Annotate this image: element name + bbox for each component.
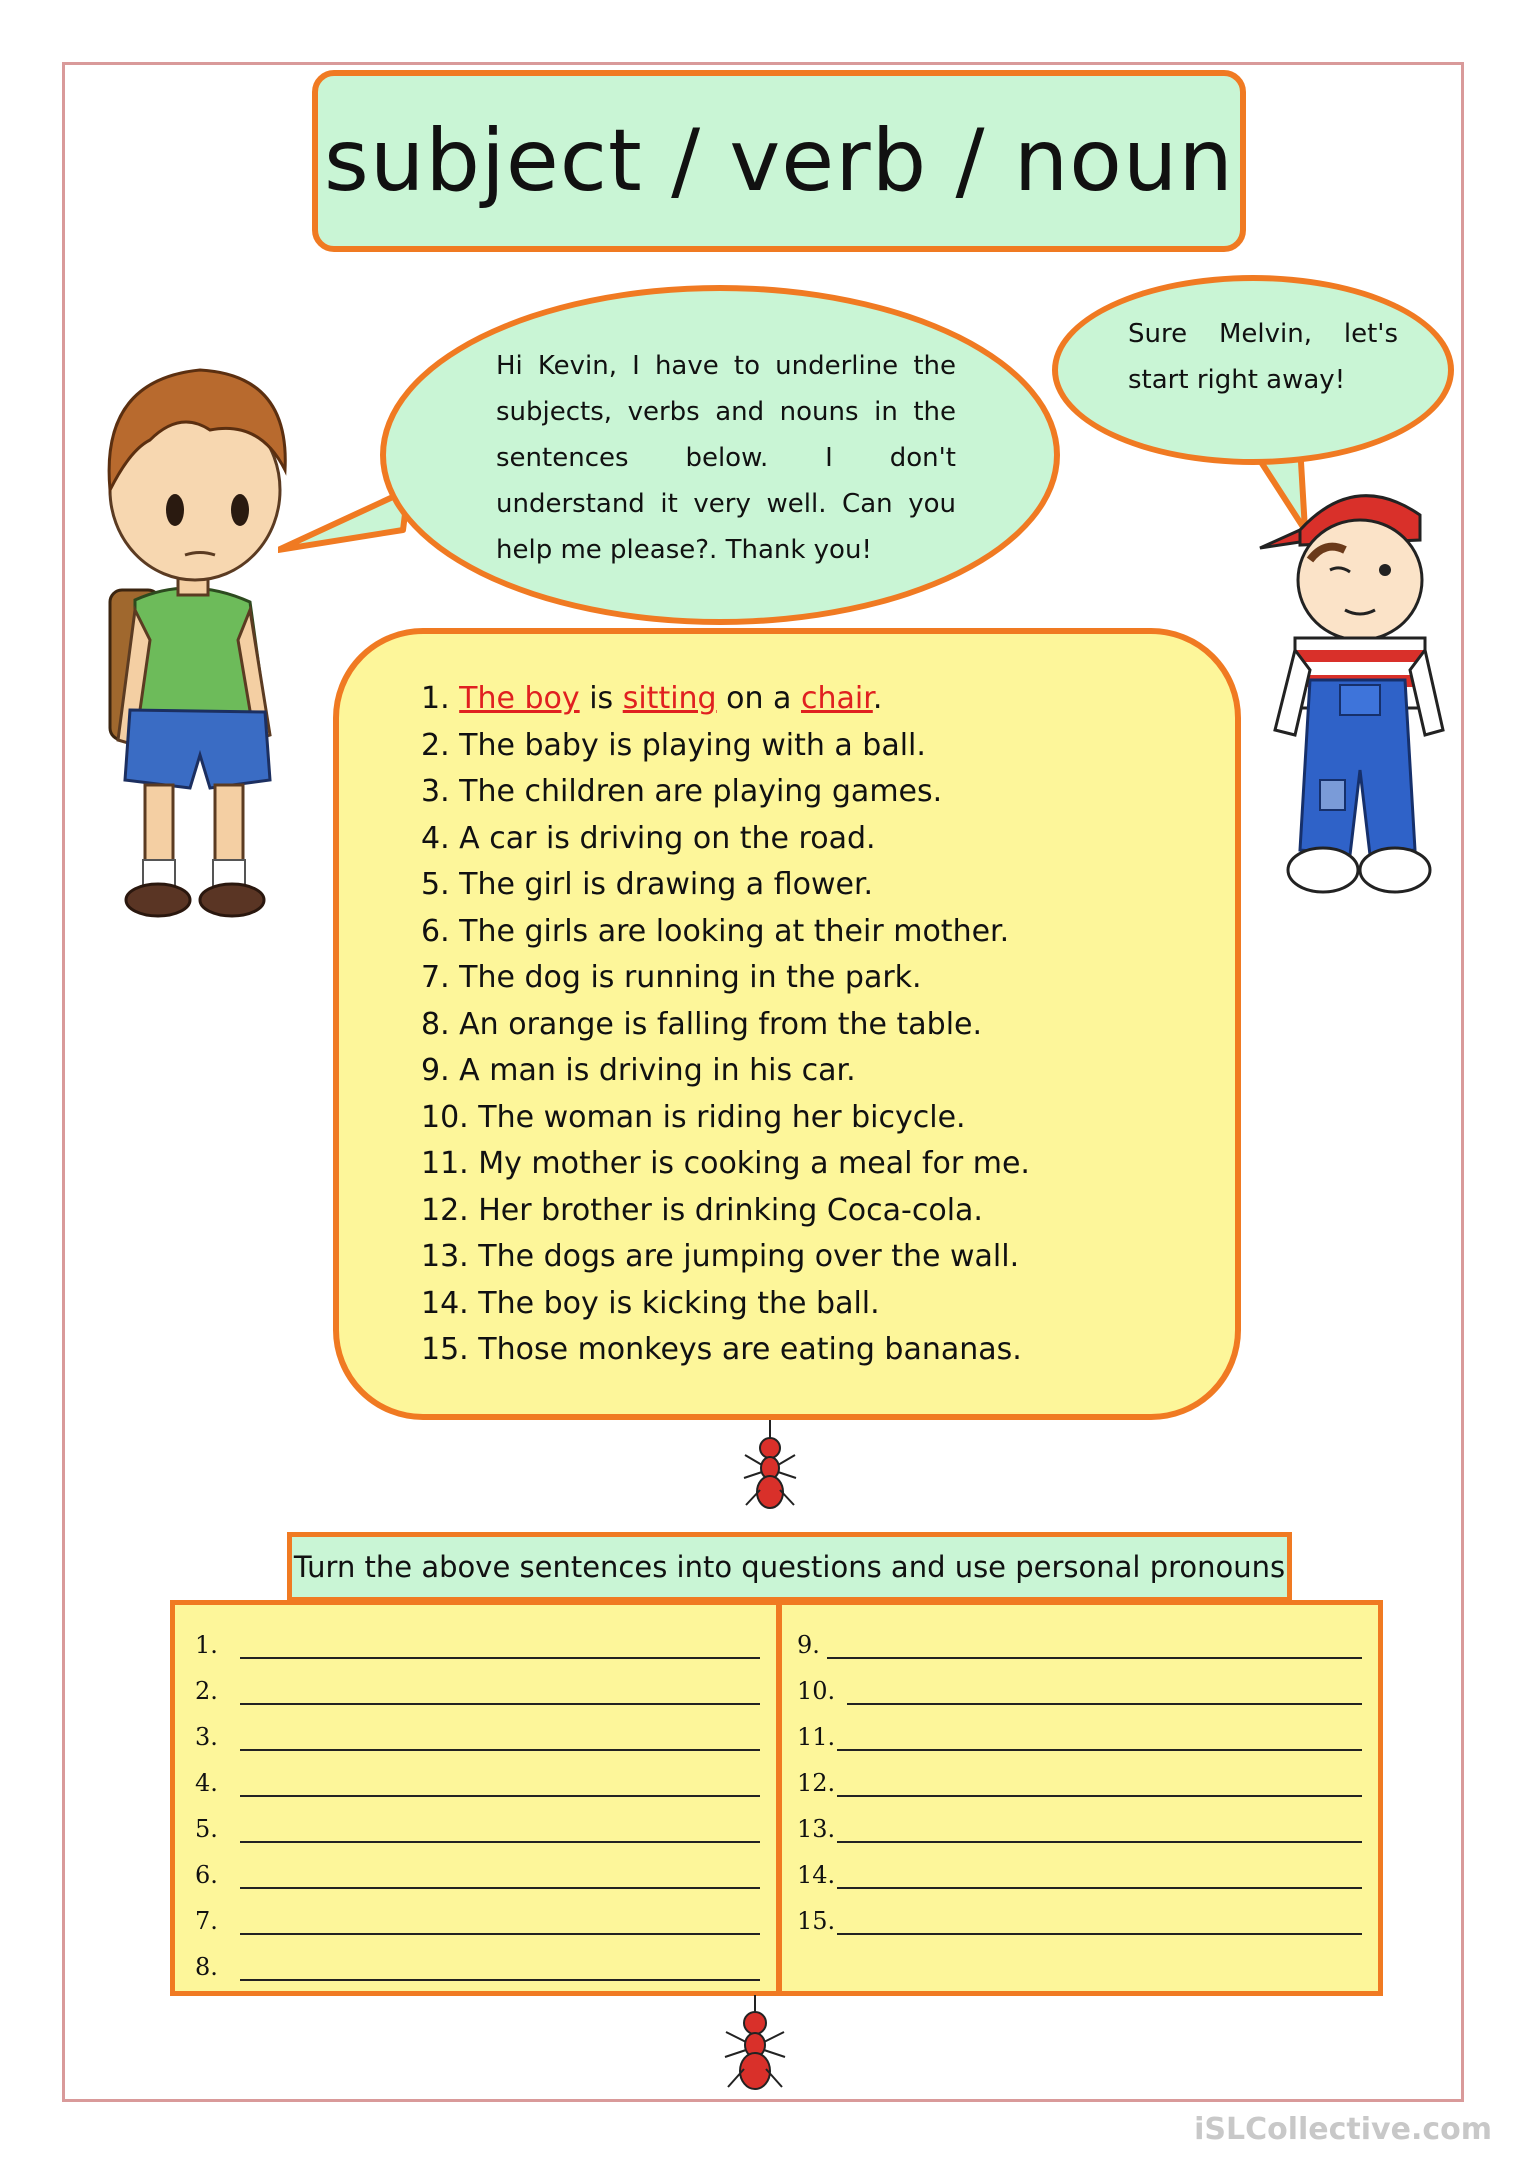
answer-number: 4. (195, 1769, 218, 1797)
answer-line[interactable] (240, 1979, 760, 1981)
sentence-item: 2. The baby is playing with a ball. (421, 727, 926, 763)
speech-bubble-right (1052, 275, 1454, 465)
title-box (312, 70, 1246, 252)
answer-row[interactable] (195, 1809, 760, 1849)
answer-line[interactable] (837, 1933, 1362, 1935)
sentence-item: 13. The dogs are jumping over the wall. (421, 1239, 1020, 1274)
answer-line[interactable] (837, 1841, 1362, 1843)
sentence-item: 15. Those monkeys are eating bananas. (421, 1332, 1022, 1367)
sentence-item: 7. The dog is running in the park. (421, 960, 922, 995)
example-verb: sitting (622, 681, 717, 716)
example-subject: The boy (459, 681, 580, 716)
answer-number: 3. (195, 1723, 218, 1751)
answer-number: 10. (797, 1677, 836, 1705)
page-title: subject / verb / noun (324, 111, 1234, 211)
answer-number: 12. (797, 1769, 836, 1797)
answer-row[interactable] (195, 1855, 760, 1895)
speech-text-left: Hi Kevin, I have to underline the subjects, verbs and nouns in the sentences below. I don't understand it very well. Can you help me please?. Thank you! (496, 351, 956, 565)
answer-row[interactable] (797, 1809, 1362, 1849)
answer-row[interactable] (797, 1901, 1362, 1941)
answer-row[interactable] (195, 1625, 760, 1665)
example-sentence (421, 676, 1030, 723)
answer-row[interactable] (195, 1901, 760, 1941)
speech-bubble-left (380, 285, 1060, 625)
sentence-item: 4. A car is driving on the road. (421, 820, 876, 856)
answer-number: 9. (797, 1631, 820, 1659)
answer-number: 15. (797, 1907, 836, 1935)
instruction-banner (287, 1532, 1292, 1602)
answer-row[interactable] (797, 1717, 1362, 1757)
sentence-item: 14. The boy is kicking the ball. (421, 1285, 880, 1321)
answer-line[interactable] (837, 1795, 1362, 1797)
answer-line[interactable] (240, 1749, 760, 1751)
answer-line[interactable] (240, 1933, 760, 1935)
boy-character-right (1255, 470, 1455, 930)
sentence-list (421, 676, 1030, 1374)
answer-line[interactable] (240, 1887, 760, 1889)
example-word: is (589, 681, 614, 716)
answer-row[interactable] (195, 1947, 760, 1987)
ant-icon (740, 1420, 800, 1515)
answer-line[interactable] (827, 1657, 1362, 1659)
answer-row[interactable] (797, 1625, 1362, 1665)
ant-icon (720, 1995, 790, 2095)
answer-number: 6. (195, 1861, 218, 1889)
speech-text-right: Sure Melvin, let's start right away! (1128, 319, 1398, 395)
example-noun: chair (801, 681, 873, 716)
answer-row[interactable] (195, 1763, 760, 1803)
sentence-item: 3. The children are playing games. (421, 774, 943, 809)
answer-row[interactable] (797, 1671, 1362, 1711)
answer-row[interactable] (797, 1763, 1362, 1803)
column-divider (776, 1605, 782, 1991)
sentence-item: 6. The girls are looking at their mother. (421, 913, 1010, 949)
answer-line[interactable] (240, 1657, 760, 1659)
answer-line[interactable] (847, 1703, 1362, 1705)
answer-line[interactable] (837, 1887, 1362, 1889)
answer-lines-box (170, 1600, 1383, 1996)
example-number: 1. (421, 681, 450, 716)
sentence-item: 8. An orange is falling from the table. (421, 1006, 983, 1042)
example-end: . (872, 681, 883, 716)
watermark: iSLCollective.com (1194, 2112, 1492, 2147)
answer-line[interactable] (837, 1749, 1362, 1751)
answer-number: 7. (195, 1907, 218, 1935)
sentence-item: 9. A man is driving in his car. (421, 1053, 856, 1088)
sentence-item: 12. Her brother is drinking Coca-cola. (421, 1192, 983, 1228)
answer-row[interactable] (195, 1717, 760, 1757)
instruction-text: Turn the above sentences into questions and use personal pronouns (293, 1550, 1286, 1584)
sentence-item: 11. My mother is cooking a meal for me. (421, 1146, 1030, 1181)
answer-line[interactable] (240, 1841, 760, 1843)
answer-number: 13. (797, 1815, 836, 1843)
example-word: on a (726, 681, 792, 716)
answer-number: 1. (195, 1631, 218, 1659)
answer-number: 8. (195, 1953, 218, 1981)
boy-character-left (90, 340, 300, 950)
answer-line[interactable] (240, 1795, 760, 1797)
answer-number: 11. (797, 1723, 836, 1751)
answer-row[interactable] (195, 1671, 760, 1711)
sentence-item: 10. The woman is riding her bicycle. (421, 1099, 966, 1135)
answer-number: 14. (797, 1861, 836, 1889)
answer-number: 5. (195, 1815, 218, 1843)
sentence-item: 5. The girl is drawing a flower. (421, 867, 874, 902)
sentences-box (333, 628, 1241, 1420)
answer-row[interactable] (797, 1855, 1362, 1895)
answer-line[interactable] (240, 1703, 760, 1705)
answer-number: 2. (195, 1677, 218, 1705)
